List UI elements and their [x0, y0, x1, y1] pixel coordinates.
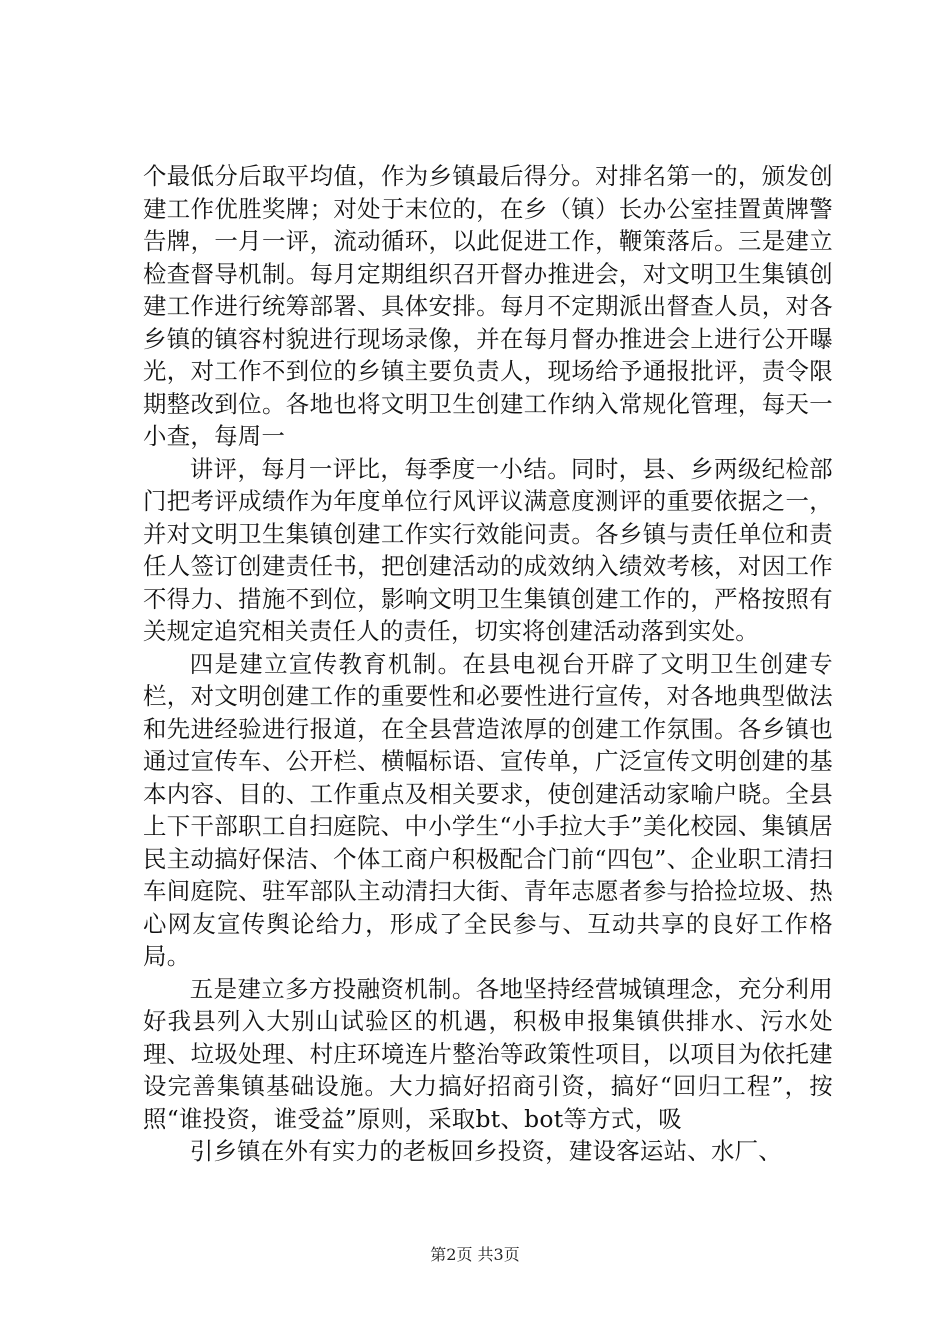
- paragraph-2: 讲评，每月一评比，每季度一小结。同时，县、乡两级纪检部门把考评成绩作为年度单位行风评议满意度测评的重要依据之一，并对文明卫生集镇创建工作实行效能问责。各乡镇与责任单位和责任人签订创建责任书，把创建活动的成效纳入绩效考核，对因工作不得力、措施不到位，影响文明卫生集镇创建工作的，严格按照有关规定追究相关责任人的责任，切实将创建活动落到实处。: [143, 454, 833, 645]
- paragraph-1: 个最低分后取平均值，作为乡镇最后得分。对排名第一的，颁发创建工作优胜奖牌；对处于末位的，在乡（镇）长办公室挂置黄牌警告牌，一月一评，流动循环，以此促进工作，鞭策落后。三是建立检查督导机制。每月定期组织召开督办推进会，对文明卫生集镇创建工作进行统筹部署、具体安排。每月不定期派出督查人员，对各乡镇的镇容村貌进行现场录像，并在每月督办推进会上进行公开曝光，对工作不到位的乡镇主要负责人，现场给予通报批评，责令限期整改到位。各地也将文明卫生创建工作纳入常规化管理，每天一小查，每周一: [143, 162, 833, 450]
- document-body: [143, 160, 833, 1168]
- paragraph-4: 五是建立多方投融资机制。各地坚持经营城镇理念，充分利用好我县列入大别山试验区的机遇，积极申报集镇供排水、污水处理、垃圾处理、村庄环境连片整治等政策性项目，以项目为依托建设完善集镇基础设施。大力搞好招商引资，搞好“回归工程”，按照“谁投资，谁受益”原则，采取bt、bot等方式，吸: [143, 974, 833, 1133]
- page-number-footer: 第2页 共3页: [430, 1245, 520, 1264]
- paragraph-5: 引乡镇在外有实力的老板回乡投资，建设客运站、水厂、: [189, 1137, 783, 1165]
- paragraph-3: 四是建立宣传教育机制。在县电视台开辟了文明卫生创建专栏，对文明创建工作的重要性和必要性进行宣传，对各地典型做法和先进经验进行报道，在全县营造浓厚的创建工作氛围。各乡镇也通过宣传车、公开栏、横幅标语、宣传单，广泛宣传文明创建的基本内容、目的、工作重点及相关要求，使创建活动家喻户晓。全县上下干部职工自扫庭院、中小学生“小手拉大手”美化校园、集镇居民主动搞好保洁、个体工商户积极配合门前“四包”、企业职工清扫车间庭院、驻军部队主动清扫大街、青年志愿者参与拾捡垃圾、热心网友宣传舆论给力，形成了全民参与、互动共享的良好工作格局。: [143, 649, 833, 970]
